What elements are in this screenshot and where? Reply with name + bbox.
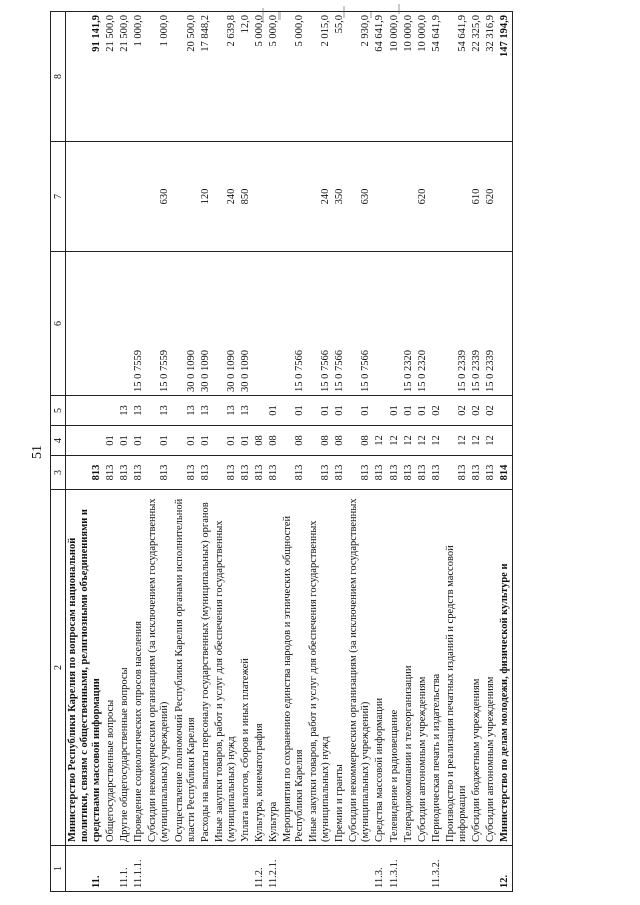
- row-subsection-code: 13: [173, 396, 199, 426]
- row-target-code: 15 0 7566: [281, 252, 307, 396]
- scan-speck: [278, 12, 281, 20]
- row-ministry-code: 813: [118, 456, 132, 490]
- row-number: [173, 846, 199, 892]
- row-name: Другие общегосударственные вопросы: [118, 490, 132, 846]
- row-ministry-code: 813: [416, 456, 430, 490]
- table-row: [118, 12, 132, 892]
- table-row: [484, 12, 498, 892]
- row-amount: 22 325,0: [470, 12, 484, 142]
- row-number: 11.1.1.: [132, 846, 146, 892]
- row-expense-type: [267, 142, 281, 252]
- row-subsection-code: 13: [213, 396, 239, 426]
- row-number: [347, 846, 373, 892]
- row-name: Мероприятия по сохранению единства народов и этнических общностей Республики Карелия: [281, 490, 307, 846]
- row-amount: 5 000,0: [253, 12, 267, 142]
- page-number: 51: [30, 445, 45, 459]
- row-target-code: 15 0 7566: [333, 252, 347, 396]
- row-expense-type: 240: [307, 142, 333, 252]
- row-amount: 5 000,0: [281, 12, 307, 142]
- row-amount: 20 500,0: [173, 12, 199, 142]
- row-number: [239, 846, 253, 892]
- row-number: 11.2.1.: [267, 846, 281, 892]
- row-expense-type: [402, 142, 416, 252]
- row-section-code: 12: [484, 426, 498, 456]
- row-name: Общегосударственные вопросы: [104, 490, 118, 846]
- row-name: Субсидии автономным учреждениям: [484, 490, 498, 846]
- row-target-code: 30 0 1090: [199, 252, 213, 396]
- table-row: [347, 12, 373, 892]
- row-number: [470, 846, 484, 892]
- row-name: Расходы на выплаты персоналу государственных (муниципальных) органов: [199, 490, 213, 846]
- row-target-code: 15 0 2320: [402, 252, 416, 396]
- row-ministry-code: 813: [173, 456, 199, 490]
- row-target-code: 30 0 1090: [239, 252, 253, 396]
- row-expense-type: [430, 142, 444, 252]
- row-target-code: [498, 252, 513, 396]
- header-col-8: 8: [51, 12, 66, 142]
- row-ministry-code: 813: [267, 456, 281, 490]
- row-expense-type: [373, 142, 387, 252]
- row-expense-type: [498, 142, 513, 252]
- table-row: [416, 12, 430, 892]
- row-subsection-code: 01: [333, 396, 347, 426]
- scan-speck: [343, 6, 345, 18]
- row-subsection-code: [498, 396, 513, 426]
- row-number: [333, 846, 347, 892]
- row-section-code: 08: [267, 426, 281, 456]
- row-subsection-code: 02: [484, 396, 498, 426]
- row-subsection-code: [253, 396, 267, 426]
- row-name: Производство и реализация печатных изданий и средств массовой информации: [444, 490, 470, 846]
- row-subsection-code: 01: [307, 396, 333, 426]
- row-amount: 10 000,0: [388, 12, 402, 142]
- row-subsection-code: 01: [281, 396, 307, 426]
- row-section-code: 12: [388, 426, 402, 456]
- row-name: Субсидии некоммерческим организациям (за исключением государственных (муниципальных) учреждений): [347, 490, 373, 846]
- header-col-7: 7: [51, 142, 66, 252]
- row-amount: 10 000,0: [402, 12, 416, 142]
- row-target-code: [373, 252, 387, 396]
- row-number: [416, 846, 430, 892]
- row-number: 11.3.: [373, 846, 387, 892]
- row-ministry-code: 813: [239, 456, 253, 490]
- row-section-code: 12: [402, 426, 416, 456]
- row-ministry-code: 813: [347, 456, 373, 490]
- row-target-code: [118, 252, 132, 396]
- row-amount: 2 015,0: [307, 12, 333, 142]
- table-row: [333, 12, 347, 892]
- row-ministry-code: 813: [402, 456, 416, 490]
- row-number: [281, 846, 307, 892]
- table-row: [388, 12, 402, 892]
- header-col-5: 5: [51, 396, 66, 426]
- row-number: [402, 846, 416, 892]
- row-amount: 2 930,0: [347, 12, 373, 142]
- row-expense-type: [118, 142, 132, 252]
- row-subsection-code: 13: [118, 396, 132, 426]
- row-section-code: 08: [347, 426, 373, 456]
- row-ministry-code: 813: [281, 456, 307, 490]
- row-ministry-code: 813: [333, 456, 347, 490]
- row-number: [444, 846, 470, 892]
- row-section-code: 01: [118, 426, 132, 456]
- row-section-code: 12: [470, 426, 484, 456]
- row-name: Субсидии бюджетным учреждениям: [470, 490, 484, 846]
- row-subsection-code: 02: [430, 396, 444, 426]
- row-target-code: 15 0 2339: [444, 252, 470, 396]
- row-subsection-code: [104, 396, 118, 426]
- table-row: [173, 12, 199, 892]
- row-ministry-code: 813: [373, 456, 387, 490]
- row-number: 12.: [498, 846, 513, 892]
- row-expense-type: 620: [416, 142, 430, 252]
- row-section-code: [66, 426, 105, 456]
- row-target-code: [66, 252, 105, 396]
- row-expense-type: 120: [199, 142, 213, 252]
- row-amount: 147 194,9: [498, 12, 513, 142]
- row-name: Премии и гранты: [333, 490, 347, 846]
- budget-table: [50, 11, 513, 892]
- table-row: [470, 12, 484, 892]
- table-row: [239, 12, 253, 892]
- row-amount: 1 000,0: [132, 12, 146, 142]
- row-section-code: 01: [146, 426, 172, 456]
- table-row: [281, 12, 307, 892]
- row-subsection-code: 01: [416, 396, 430, 426]
- row-section-code: 12: [416, 426, 430, 456]
- row-number: [484, 846, 498, 892]
- row-section-code: 01: [199, 426, 213, 456]
- table-row: [104, 12, 118, 892]
- row-number: [199, 846, 213, 892]
- row-expense-type: 610: [470, 142, 484, 252]
- row-target-code: 15 0 2320: [416, 252, 430, 396]
- table-row: [373, 12, 387, 892]
- row-name: Культура, кинематография: [253, 490, 267, 846]
- row-subsection-code: 13: [199, 396, 213, 426]
- table-row: [430, 12, 444, 892]
- row-ministry-code: 813: [444, 456, 470, 490]
- row-subsection-code: 13: [239, 396, 253, 426]
- row-number: [104, 846, 118, 892]
- row-target-code: 15 0 7566: [307, 252, 333, 396]
- row-target-code: 15 0 2339: [470, 252, 484, 396]
- row-target-code: [388, 252, 402, 396]
- row-amount: 17 848,2: [199, 12, 213, 142]
- row-name: Осуществление полномочий Республики Карелия органами исполнительной власти Республики Карелия: [173, 490, 199, 846]
- row-target-code: 30 0 1090: [173, 252, 199, 396]
- row-amount: 55,0: [333, 12, 347, 142]
- row-subsection-code: 02: [470, 396, 484, 426]
- row-ministry-code: 813: [470, 456, 484, 490]
- row-section-code: 01: [104, 426, 118, 456]
- row-name: Проведение социологических опросов населения: [132, 490, 146, 846]
- row-ministry-code: 813: [484, 456, 498, 490]
- row-target-code: 15 0 7559: [146, 252, 172, 396]
- row-section-code: 08: [253, 426, 267, 456]
- row-ministry-code: 813: [104, 456, 118, 490]
- row-section-code: 01: [239, 426, 253, 456]
- row-expense-type: 630: [347, 142, 373, 252]
- row-section-code: 08: [281, 426, 307, 456]
- table-row: [307, 12, 333, 892]
- row-expense-type: [66, 142, 105, 252]
- row-name: Субсидии автономным учреждениям: [416, 490, 430, 846]
- header-col-1: 1: [51, 846, 66, 892]
- row-amount: 21 500,0: [118, 12, 132, 142]
- row-amount: 32 316,9: [484, 12, 498, 142]
- header-col-2: 2: [51, 490, 66, 846]
- row-target-code: 15 0 7559: [132, 252, 146, 396]
- row-number: [213, 846, 239, 892]
- row-section-code: [498, 426, 513, 456]
- row-subsection-code: 01: [267, 396, 281, 426]
- row-name: Периодическая печать и издательства: [430, 490, 444, 846]
- table-row: [498, 12, 513, 892]
- table-row: [444, 12, 470, 892]
- row-number: 11.3.2.: [430, 846, 444, 892]
- row-subsection-code: 13: [146, 396, 172, 426]
- row-subsection-code: 13: [132, 396, 146, 426]
- row-number: [307, 846, 333, 892]
- row-amount: 1 000,0: [146, 12, 172, 142]
- row-target-code: 15 0 2339: [484, 252, 498, 396]
- row-expense-type: 240: [213, 142, 239, 252]
- rotated-page: [50, 12, 590, 892]
- row-number: 11.2.: [253, 846, 267, 892]
- row-ministry-code: 813: [253, 456, 267, 490]
- row-amount: 10 000,0: [416, 12, 430, 142]
- row-name: Министерство по делам молодежи, физической культуре и: [498, 490, 513, 846]
- row-section-code: 08: [307, 426, 333, 456]
- header-col-4: 4: [51, 426, 66, 456]
- row-target-code: 15 0 7566: [347, 252, 373, 396]
- row-target-code: [267, 252, 281, 396]
- row-number: 11.1.: [118, 846, 132, 892]
- table-row: [199, 12, 213, 892]
- row-name: Телевидение и радиовещание: [388, 490, 402, 846]
- row-name: Культура: [267, 490, 281, 846]
- row-expense-type: [104, 142, 118, 252]
- row-expense-type: [253, 142, 267, 252]
- row-subsection-code: 01: [402, 396, 416, 426]
- table-row: [402, 12, 416, 892]
- row-section-code: 01: [132, 426, 146, 456]
- row-section-code: 12: [373, 426, 387, 456]
- row-name: Телерадиокомпании и телеорганизации: [402, 490, 416, 846]
- header-col-6: 6: [51, 252, 66, 396]
- row-target-code: [430, 252, 444, 396]
- row-ministry-code: 814: [498, 456, 513, 490]
- row-target-code: [104, 252, 118, 396]
- row-subsection-code: 01: [388, 396, 402, 426]
- row-ministry-code: 813: [388, 456, 402, 490]
- row-expense-type: [132, 142, 146, 252]
- row-amount: 64 641,9: [373, 12, 387, 142]
- row-number: [146, 846, 172, 892]
- row-number: 11.: [66, 846, 105, 892]
- row-target-code: [253, 252, 267, 396]
- row-amount: 12,0: [239, 12, 253, 142]
- scan-speck: [370, 12, 372, 18]
- row-ministry-code: 813: [132, 456, 146, 490]
- row-amount: 91 141,9: [66, 12, 105, 142]
- table-row: [213, 12, 239, 892]
- row-expense-type: [388, 142, 402, 252]
- row-expense-type: 620: [484, 142, 498, 252]
- row-amount: 5 000,0: [267, 12, 281, 142]
- row-name: Уплата налогов, сборов и иных платежей: [239, 490, 253, 846]
- table-row: [132, 12, 146, 892]
- row-ministry-code: 813: [430, 456, 444, 490]
- row-amount: 54 641,9: [430, 12, 444, 142]
- row-name: Средства массовой информации: [373, 490, 387, 846]
- row-subsection-code: 02: [444, 396, 470, 426]
- row-section-code: 01: [213, 426, 239, 456]
- row-ministry-code: 813: [213, 456, 239, 490]
- row-name: Министерство Республики Карелия по вопросам национальной политики, связям с общественными, религиозными объединениями и средствами массовой информации: [66, 490, 105, 846]
- table-row: [146, 12, 172, 892]
- row-section-code: 12: [444, 426, 470, 456]
- row-ministry-code: 813: [199, 456, 213, 490]
- scan-speck: [262, 8, 264, 22]
- row-ministry-code: 813: [146, 456, 172, 490]
- row-expense-type: 850: [239, 142, 253, 252]
- row-ministry-code: 813: [307, 456, 333, 490]
- row-expense-type: [281, 142, 307, 252]
- row-target-code: 30 0 1090: [213, 252, 239, 396]
- table-body: [66, 12, 513, 892]
- row-name: Субсидии некоммерческим организациям (за исключением государственных (муниципальных) учреждений): [146, 490, 172, 846]
- row-expense-type: 630: [146, 142, 172, 252]
- row-expense-type: [444, 142, 470, 252]
- row-amount: 21 500,0: [104, 12, 118, 142]
- row-amount: 54 641,9: [444, 12, 470, 142]
- row-subsection-code: 01: [347, 396, 373, 426]
- row-name: Иные закупки товаров, работ и услуг для обеспечения государственных (муниципальных) нужд: [307, 490, 333, 846]
- header-row: [51, 12, 66, 892]
- table-row: [253, 12, 267, 892]
- row-ministry-code: 813: [66, 456, 105, 490]
- row-subsection-code: [373, 396, 387, 426]
- header-col-3: 3: [51, 456, 66, 490]
- row-section-code: 01: [173, 426, 199, 456]
- row-amount: 2 639,8: [213, 12, 239, 142]
- row-expense-type: 350: [333, 142, 347, 252]
- row-subsection-code: [66, 396, 105, 426]
- row-number: 11.3.1.: [388, 846, 402, 892]
- table-row: [66, 12, 105, 892]
- table-row: [267, 12, 281, 892]
- row-expense-type: [173, 142, 199, 252]
- row-section-code: 12: [430, 426, 444, 456]
- row-section-code: 08: [333, 426, 347, 456]
- scan-speck: [398, 4, 400, 14]
- row-name: Иные закупки товаров, работ и услуг для обеспечения государственных (муниципальных) нужд: [213, 490, 239, 846]
